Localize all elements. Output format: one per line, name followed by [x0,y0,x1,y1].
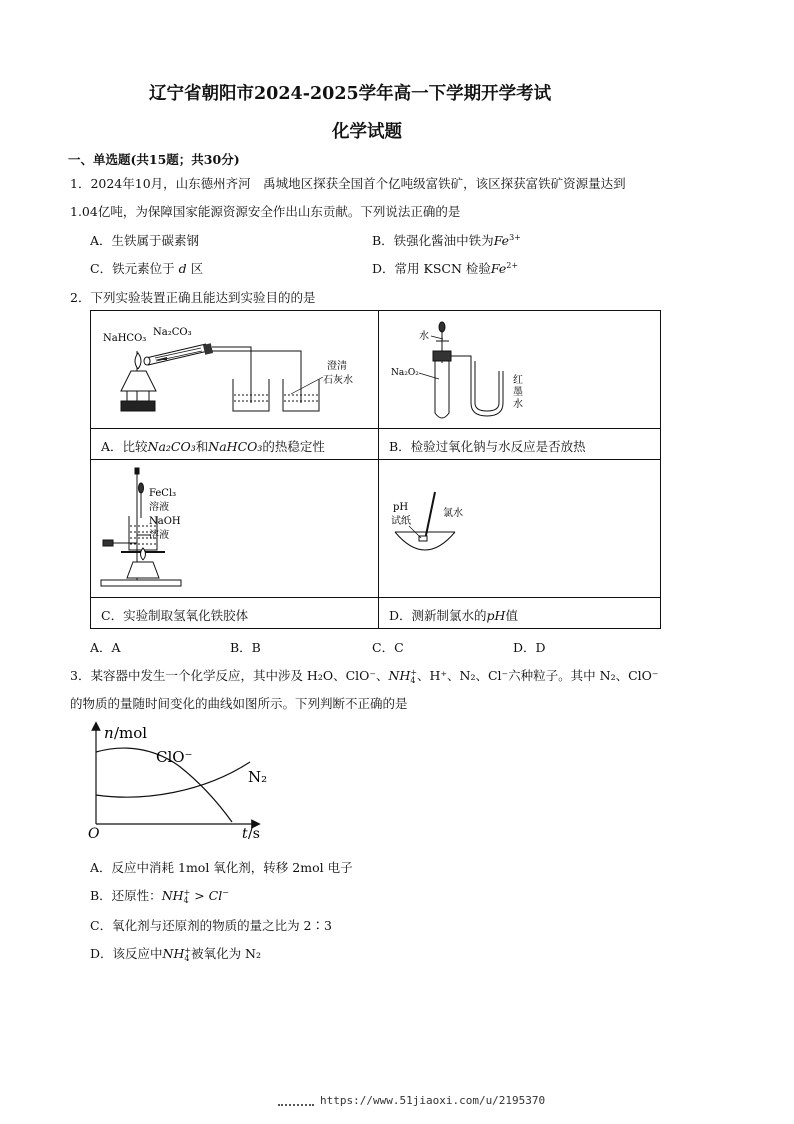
apparatus-b-svg [379,311,660,428]
label-limewater-2: 石灰水 [323,375,353,386]
clo-curve-label: ClO⁻ [156,748,193,766]
cap-a-formula2: NaHCO₃ [208,439,263,454]
cap-d-suffix: 值 [505,608,518,623]
q3-option-a: A．反应中消耗 1mol 氧化剂，转移 2mol 电子 [90,860,353,875]
q1-stem-line1: 1．2024年10月，山东德州齐河 禹城地区探获全国首个亿吨级富铁矿，该区探获富铁矿资源量达到 [70,176,626,191]
test-tube [433,351,469,418]
q2-cell-b-figure [378,310,661,429]
q3-option-b-sup: + [183,887,191,897]
q3-line1-a: 3．某容器中发生一个化学反应，其中涉及 H₂O、ClO⁻、 [70,668,389,683]
section-heading: 一、单选题(共15题；共30分) [68,152,240,167]
q3-option-d [90,944,261,963]
q3-option-b-sub: 4 [183,895,189,905]
q1-option-b [372,231,521,249]
cap-a-prefix: A．比较 [101,439,148,454]
u-tube [467,356,503,416]
label-na2co3: Na₂CO₃ [153,327,192,338]
q3-graph [84,718,284,844]
label-fecl3: FeCl₃ [149,488,177,499]
q3-option-b-rel: > [190,888,209,903]
apparatus-c-svg [91,460,378,597]
n2-curve-label: N₂ [248,768,268,786]
label-nahco3: NaHCO₃ [103,333,147,344]
label-red-ink-3: 水 [513,399,523,410]
cap-c: C．实验制取氢氧化铁胶体 [101,608,249,623]
lamp-stand [121,351,156,411]
q2-cell-d-figure [378,459,661,598]
n2-curve [96,762,250,797]
dropper [139,483,144,518]
cap-a-suffix: 的热稳定性 [262,439,325,454]
q3-option-d-sub: 4 [184,953,190,963]
q2-choice-d: D．D [513,640,546,655]
cap-a-mid: 和 [195,439,209,454]
cap-d-prefix: D．测新制氯水的 [389,608,487,623]
label-red-ink-2: 墨 [513,387,523,398]
q1-option-c [90,259,203,277]
q2-cell-a-caption [90,428,379,460]
q2-cell-c-caption [90,597,379,629]
q1-option-a: A．生铁属于碳素钢 [90,233,200,248]
q3-option-b [90,886,229,905]
footer-watermark [278,1094,545,1107]
q3-graph-svg [84,718,284,844]
x-label-t: t [242,826,248,842]
q2-cell-c-figure [90,459,379,598]
label-na2o2: Na₂O₂ [391,368,419,378]
q2-cell-a-figure [90,310,379,429]
apparatus-a-svg [91,311,378,428]
q2-choice-c: C．C [372,640,404,655]
q1-option-c-suffix: 区 [190,261,204,276]
exam-subtitle: 化学试题 [332,122,402,142]
q1-option-d-ion: Fe [490,261,507,276]
q1-option-d-text: D．常用 KSCN 检验 [372,261,491,276]
label-test-paper: 试纸 [391,516,411,527]
x-label-unit: /s [248,826,260,842]
y-label-n: n [104,724,114,742]
q3-option-d-text: D．该反应中 [90,946,163,961]
q3-option-d-suffix: 被氧化为 N₂ [191,946,262,961]
label-ph: pH [393,502,409,513]
watch-glass [395,532,455,550]
q3-option-b-ion: NH [161,888,184,903]
q3-option-c: C．氧化剂与还原剂的物质的量之比为 2∶3 [90,918,332,933]
q3-option-b-cl-charge: − [222,887,229,897]
q3-option-d-ion: NH [162,946,185,961]
burner-c [121,548,165,578]
q3-option-d-sup: + [184,945,192,955]
cap-d-var: pH [486,608,506,623]
stopper [203,343,213,355]
q2-choice-a: A．A [90,640,121,655]
label-solution-1: 溶液 [149,502,169,513]
label-limewater-1: 澄清 [327,361,347,372]
delivery-tubes [212,347,301,403]
cap-b: B．检验过氧化钠与水反应是否放热 [389,439,586,454]
q3-line1-ion: NH [388,668,411,683]
q2-cell-b-caption [378,428,661,460]
origin-label: O [88,826,100,842]
label-water: 水 [419,331,429,342]
footer-url[interactable]: https://www.51jiaoxi.com/u/2195370 [320,1094,546,1107]
q3-stem-line1 [70,666,658,685]
q2-stem: 2．下列实验装置正确且能达到实验目的的是 [70,290,316,305]
q1-option-b-ion: Fe [493,233,510,248]
glass-rod [425,492,435,540]
q1-option-b-charge: 3+ [509,232,521,242]
q1-option-b-text: B．铁强化酱油中铁为 [372,233,494,248]
q2-choice-b: B．B [230,640,261,655]
pointer-line [291,377,323,394]
q1-option-d-charge: 2+ [506,260,519,270]
q2-cell-d-caption [378,597,661,629]
apparatus-d-svg [379,460,660,597]
label-solution-2: 溶液 [149,530,169,541]
q3-line1-sup: + [410,667,418,677]
y-label-unit: /mol [114,724,148,742]
cap-a-formula1: Na₂CO₃ [147,439,196,454]
q1-option-c-var: d [178,261,187,276]
footer-logo-icon [278,1096,314,1106]
q1-option-d [372,259,518,277]
outer-tube [144,344,208,365]
q3-line1-b: 、H⁺、N₂、Cl⁻六种粒子。其中 N₂、ClO⁻ [417,668,659,683]
q1-stem-line2: 1.04亿吨，为保障国家能源资源安全作出山东贡献。下列说法正确的是 [70,204,461,219]
q1-option-c-text: C．铁元素位于 [90,261,175,276]
q3-option-b-cl: Cl [208,888,223,903]
q3-option-b-text: B．还原性： [90,888,162,903]
label-naoh: NaOH [149,516,181,527]
exam-title: 辽宁省朝阳市2024-2025学年高一下学期开学考试 [149,84,552,104]
label-red-ink-1: 红 [513,375,523,386]
q3-stem-line2: 的物质的量随时间变化的曲线如图所示。下列判断不正确的是 [70,696,408,711]
q3-line1-sub: 4 [410,675,416,685]
label-chlorine-water: 氯水 [443,508,463,519]
